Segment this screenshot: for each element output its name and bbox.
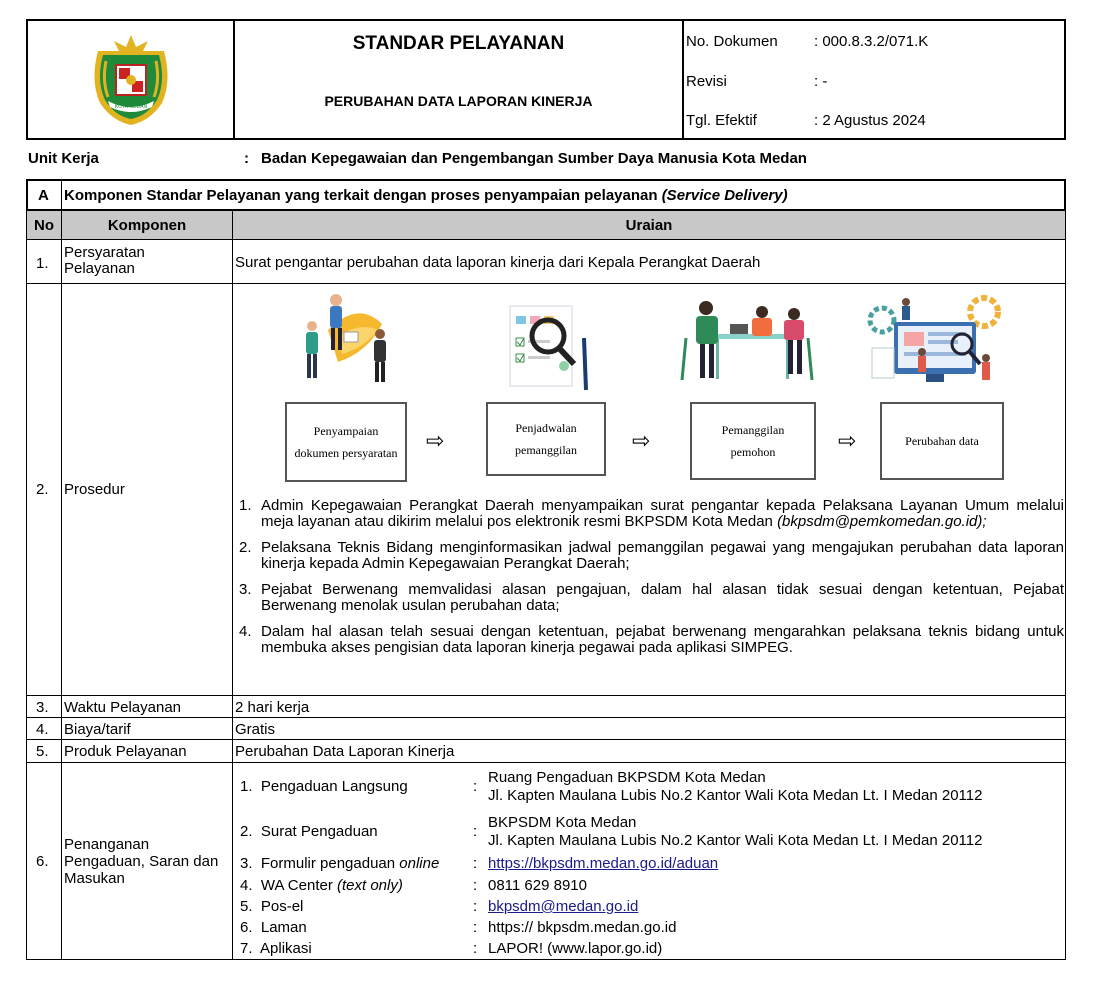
row-5-komponen: Produk Pelayanan — [64, 743, 187, 760]
flow-step-3: Pemanggilan pemohon — [690, 402, 816, 480]
section-title: Komponen Standar Pelayanan yang terkait dengan proses penyampaian pelayanan (Service Delivery) — [64, 187, 788, 204]
page-subtitle: PERUBAHAN DATA LAPORAN KINERJA — [324, 93, 593, 109]
row-4-no: 4. — [36, 721, 49, 738]
flow-arrow-3: ⇨ — [838, 428, 857, 453]
procedure-item: 4. Dalam hal alasan telah sesuai dengan ketentuan, pejabat berwenang mengarahkan pelaksana teknis bidang untuk membuka akses pengisian data laporan kinerja pegawai pada aplikasi SIMPEG. — [239, 623, 1064, 656]
unit-value: Badan Kepegawaian dan Pengembangan Sumber Daya Manusia Kota Medan — [261, 150, 807, 167]
complaint-colon-5: : — [473, 898, 478, 915]
complaint-label-7: 7. Aplikasi — [240, 940, 312, 957]
row-6-komponen: Penanganan Pengaduan, Saran dan Masukan — [64, 836, 219, 887]
unit-colon: : — [244, 150, 249, 167]
flow-step-4: Perubahan data — [880, 402, 1004, 480]
procedure-item: 3. Pejabat Berwenang memvalidasi alasan pengajuan, dalam hal alasan tidak sesuai dengan ketentuan, Pejabat Berwenang menolak usulan perubahan data; — [239, 581, 1064, 614]
complaint-colon-2: : — [473, 823, 478, 840]
row-4-uraian: Gratis — [235, 721, 276, 738]
complaint-value-aplikasi: LAPOR! (www.lapor.go.id) — [488, 940, 663, 957]
meta-revision: Revisi : - — [686, 73, 828, 90]
complaint-label-5: 5. Pos-el — [240, 898, 304, 915]
complaint-label-3: 3. Formulir pengaduan online — [240, 855, 440, 872]
procedure-item: 1. Admin Kepegawaian Perangkat Daerah menyampaikan surat pengantar kepada Pelaksana Layanan Umum melalui meja layanan atau dikirim melalui pos elektronik resmi BKPSDM Kota Medan (bkpsdm@pemkomedan.go.id); — [239, 497, 1064, 530]
row-4-komponen: Biaya/tarif — [64, 721, 131, 738]
row-5-no: 5. — [36, 743, 49, 760]
handover-documents-illustration — [298, 292, 394, 388]
row-3-komponen: Waktu Pelayanan — [64, 699, 182, 716]
complaint-value-1a: Ruang Pengaduan BKPSDM Kota Medan — [488, 769, 766, 786]
procedure-item: 2. Pelaksana Teknis Bidang menginformasikan jadwal pemanggilan pegawai yang mengajukan perubahan data laporan kinerja kepada Admin Kepegawaian Perangkat Daerah; — [239, 539, 1064, 572]
row-1-komponen: Persyaratan Pelayanan — [64, 244, 145, 277]
meta-cell — [684, 21, 1064, 138]
complaint-colon-3: : — [473, 855, 478, 872]
row-3-no: 3. — [36, 699, 49, 716]
svg-text:KOTA MEDAN: KOTA MEDAN — [114, 104, 148, 110]
flow-step-1: Penyampaian dokumen persyaratan — [285, 402, 407, 482]
page-title: STANDAR PELAYANAN — [352, 33, 565, 54]
flow-step-2: Penjadwalan pemanggilan — [486, 402, 606, 476]
row-2-no: 2. — [36, 481, 49, 498]
complaint-label-6: 6. Laman — [240, 919, 307, 936]
data-dashboard-illustration — [866, 294, 1002, 390]
column-header-no: No — [34, 217, 54, 234]
complaint-link-aduan[interactable]: https://bkpsdm.medan.go.id/aduan — [488, 855, 719, 872]
logo-cell — [28, 21, 235, 138]
unit-label: Unit Kerja — [28, 150, 99, 167]
complaint-colon-4: : — [473, 877, 478, 894]
column-header-komponen: Komponen — [107, 217, 187, 234]
row-3-uraian: 2 hari kerja — [235, 699, 310, 716]
procedure-list — [234, 498, 1064, 666]
meta-effective-date: Tgl. Efektif : 2 Agustus 2024 — [686, 112, 926, 129]
complaint-value-laman: https:// bkpsdm.medan.go.id — [488, 919, 677, 936]
complaint-label-4: 4. WA Center (text only) — [240, 877, 403, 894]
row-5-uraian: Perubahan Data Laporan Kinerja — [235, 743, 455, 760]
flow-arrow-2: ⇨ — [632, 428, 651, 453]
column-header-uraian: Uraian — [625, 217, 673, 234]
complaint-link-email[interactable]: bkpsdm@medan.go.id — [488, 898, 639, 915]
complaint-value-wa: 0811 629 8910 — [488, 877, 587, 894]
row-6-no: 6. — [36, 853, 49, 870]
row-1-uraian: Surat pengantar perubahan data laporan kinerja dari Kepala Perangkat Daerah — [235, 254, 761, 271]
meeting-table-illustration — [676, 298, 816, 384]
complaint-colon-7: : — [473, 940, 478, 957]
complaint-value-2a: BKPSDM Kota Medan — [488, 814, 637, 831]
kota-medan-emblem-icon — [86, 31, 176, 127]
complaint-value-1b: Jl. Kapten Maulana Lubis No.2 Kantor Wali Kota Medan Lt. I Medan 20112 — [488, 787, 983, 804]
title-cell — [235, 21, 684, 138]
meta-doc-number: No. Dokumen : 000.8.3.2/071.K — [686, 33, 929, 50]
complaint-label-1: 1. Pengaduan Langsung — [240, 778, 408, 795]
checklist-magnifier-illustration — [502, 298, 596, 392]
complaint-value-2b: Jl. Kapten Maulana Lubis No.2 Kantor Wali Kota Medan Lt. I Medan 20112 — [488, 832, 983, 849]
row-1-no: 1. — [36, 255, 49, 272]
document-header — [26, 19, 1066, 140]
complaint-label-2: 2. Surat Pengaduan — [240, 823, 378, 840]
flow-arrow-1: ⇨ — [426, 428, 445, 453]
row-2-komponen: Prosedur — [64, 481, 125, 498]
complaint-colon-1: : — [473, 778, 478, 795]
complaint-colon-6: : — [473, 919, 478, 936]
section-letter: A — [38, 187, 49, 204]
